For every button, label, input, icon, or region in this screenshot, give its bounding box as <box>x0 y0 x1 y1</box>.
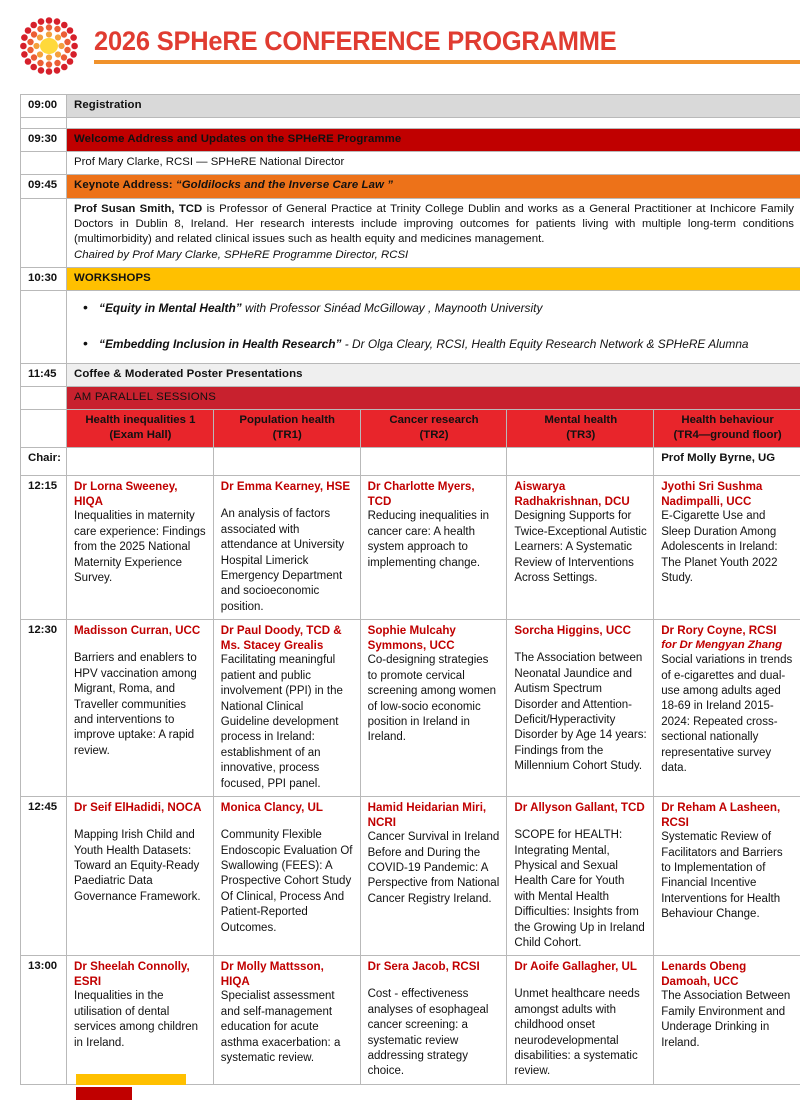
table-row <box>21 175 800 198</box>
table-row <box>21 198 800 268</box>
spacer-time <box>21 118 67 129</box>
session-1245-population-health <box>213 797 360 956</box>
spacer-body <box>67 118 800 129</box>
column-name: Cancer research <box>389 414 479 427</box>
page-header <box>0 0 800 90</box>
time-0900: 09:00 <box>21 95 67 118</box>
presenter-substitute: for Dr Mengyan Zhang <box>661 639 783 652</box>
chair-population-health <box>213 448 360 476</box>
time-0945: 09:45 <box>21 175 67 198</box>
table-row <box>21 363 800 386</box>
column-name: Health behaviour <box>681 414 774 427</box>
presenter-name: Dr Emma Kearney, HSE <box>220 480 351 494</box>
time-0930: 09:30 <box>21 129 67 152</box>
chair-health-inequalities-1 <box>67 448 214 476</box>
session-1230-population-health <box>213 620 360 797</box>
time-blank-keynote <box>21 198 67 268</box>
time-1145: 11:45 <box>21 363 67 386</box>
time-1245: 12:45 <box>21 797 67 956</box>
column-header-population-health <box>213 410 360 448</box>
presentation-title: SCOPE for HEALTH: Integrating Mental, Physical and Sexual Health Care for Youth with Mental Health Difficulties: Insights from the Growing Up in Ireland Child Cohort. <box>514 829 645 949</box>
time-1215: 12:15 <box>21 476 67 620</box>
session-1300-population-health <box>213 956 360 1085</box>
presentation-title: Cancer Survival in Ireland Before and During the COVID-19 Pandemic: A Perspective from National Cancer Registry Ireland. <box>367 831 500 905</box>
keynote-chair: Chaired by Prof Mary Clarke, SPHeRE Programme Director, RCSI <box>74 249 409 262</box>
presentation-title: Community Flexible Endoscopic Evaluation Of Swallowing (FEES): A Prospective Cohort Study Of Clinical, Process And Patient-Reported Outcomes. <box>220 829 353 934</box>
presentation-title: Unmet healthcare needs amongst adults with childhood onset neurodevelopmental disabilities: a systematic review. <box>514 988 640 1078</box>
session-1300-health-inequalities-1 <box>67 956 214 1085</box>
presentation-title: E-Cigarette Use and Sleep Duration Among Adolescents in Ireland: The Planet Youth 2022 Study. <box>661 510 778 585</box>
session-1300-cancer-research <box>360 956 507 1085</box>
footer-yellow-bar <box>76 1074 186 1085</box>
page-title: 2026 SPHeRE CONFERENCE PROGRAMME <box>94 25 617 56</box>
time-1230: 12:30 <box>21 620 67 797</box>
presenter-name: Dr Sera Jacob, RCSI <box>367 960 480 974</box>
session-1230-health-behaviour <box>654 620 800 797</box>
header-corner-blank <box>21 410 67 448</box>
column-name: Mental health <box>544 414 618 427</box>
presenter-name: Dr Rory Coyne, RCSI <box>661 624 777 638</box>
workshop-2-title: “Embedding Inclusion in Health Research” <box>99 337 342 352</box>
presentation-title: Systematic Review of Facilitators and Barriers to Implementation of Financial Incentive Interventions for Health Behaviour Change. <box>661 831 783 921</box>
presenter-name: Dr Lorna Sweeney, HIQA <box>74 480 178 509</box>
presenter-name: Dr Sheelah Connolly, ESRI <box>74 960 190 989</box>
column-name: Health inequalities 1 <box>85 414 196 427</box>
presentation-title: Facilitating meaningful patient and public involvement (PPI) in the National Clinical Guideline development process in Ireland: establishment of an innovative, process focused, PPI panel. <box>220 654 343 790</box>
presenter-name: Dr Reham A Lasheen, RCSI <box>661 801 781 830</box>
session-1215-population-health <box>213 476 360 620</box>
chair-cancer-research <box>360 448 507 476</box>
column-room: (TR2) <box>419 429 449 442</box>
time-1300: 13:00 <box>21 956 67 1085</box>
session-1215-health-inequalities-1 <box>67 476 214 620</box>
column-header-cancer-research <box>360 410 507 448</box>
presentation-title: An analysis of factors associated with attendance at University Hospital Limerick Emergency Department and socioeconomic position. <box>220 508 345 613</box>
session-1230-cancer-research <box>360 620 507 797</box>
presentation-title: The Association between Neonatal Jaundice and Autism Spectrum Disorder and Attention-Deficit/Hyperactivity Disorder by Age 14 years: Findings from the Millennium Cohort Study. <box>514 652 647 773</box>
session-1300-mental-health <box>507 956 654 1085</box>
workshop-list-cell <box>67 291 800 363</box>
chair-label: Chair: <box>21 448 67 476</box>
list-item <box>67 327 800 363</box>
table-row <box>21 620 800 797</box>
session-welcome-address: Welcome Address and Updates on the SPHeRE Programme <box>67 129 800 152</box>
presentation-title: Social variations in trends of e-cigarettes and dual-use among adults aged 18-69 in Ireland 2015-2024: Repeated cross-sectional nationally representative survey data. <box>661 654 793 774</box>
presentation-title: Mapping Irish Child and Youth Health Datasets: Toward an Equity-Ready Paediatric Data Governance Framework. <box>74 829 201 903</box>
column-header-health-behaviour <box>654 410 800 448</box>
table-row <box>21 386 800 409</box>
presenter-name: Hamid Heidarian Miri, NCRI <box>367 801 487 830</box>
session-1215-cancer-research <box>360 476 507 620</box>
time-1030: 10:30 <box>21 268 67 291</box>
session-registration: Registration <box>67 95 800 118</box>
spacer-row <box>21 118 800 129</box>
workshop-1-detail: with Professor Sinéad McGilloway , Maynooth University <box>241 301 543 316</box>
session-1245-health-inequalities-1 <box>67 797 214 956</box>
table-row <box>21 956 800 1085</box>
presenter-name: Dr Charlotte Myers, TCD <box>367 480 475 509</box>
presenter-name: Dr Aoife Gallagher, UL <box>514 960 638 974</box>
column-room: (Exam Hall) <box>109 429 172 442</box>
session-1245-mental-health <box>507 797 654 956</box>
column-room: (TR4—ground floor) <box>673 429 782 442</box>
presenter-name: Dr Paul Doody, TCD & Ms. Stacey Grealis <box>220 624 342 653</box>
programme-table <box>20 94 800 1085</box>
time-blank-am-banner <box>21 386 67 409</box>
workshop-1-title: “Equity in Mental Health” <box>99 301 242 316</box>
session-1230-health-inequalities-1 <box>67 620 214 797</box>
session-1300-health-behaviour <box>654 956 800 1085</box>
column-room: (TR3) <box>566 429 596 442</box>
presentation-title: Specialist assessment and self-management education for acute asthma exacerbation: a systematic review. <box>220 990 341 1065</box>
session-1215-mental-health <box>507 476 654 620</box>
session-workshops: WORKSHOPS <box>67 268 800 291</box>
chair-row <box>21 448 800 476</box>
keynote-speaker-name: Prof Susan Smith, TCD <box>74 202 203 215</box>
keynote-bio <box>67 198 800 268</box>
title-block <box>94 26 800 65</box>
presenter-name: Jyothi Sri Sushma Nadimpalli, UCC <box>661 480 763 509</box>
welcome-speaker: Prof Mary Clarke, RCSI — SPHeRE National Director <box>67 152 800 175</box>
title-underline-rule <box>94 60 800 64</box>
presentation-title: The Association Between Family Environment and Underage Drinking in Ireland. <box>661 990 791 1049</box>
table-row <box>21 268 800 291</box>
chair-mental-health <box>507 448 654 476</box>
footer-red-bar <box>76 1087 132 1100</box>
presenter-name: Dr Seif ElHadidi, NOCA <box>74 801 202 815</box>
session-keynote-address <box>67 175 800 198</box>
presenter-name: Madisson Curran, UCC <box>74 624 201 638</box>
presenter-name: Lenards Obeng Damoah, UCC <box>661 960 747 989</box>
list-item <box>67 291 800 327</box>
column-room: (TR1) <box>272 429 302 442</box>
chair-health-behaviour: Prof Molly Byrne, UG <box>654 448 800 476</box>
presentation-title: Cost - effectiveness analyses of esophageal cancer screening: a systematic review addressing strategy choice. <box>367 988 489 1078</box>
presenter-name: Dr Allyson Gallant, TCD <box>514 801 645 815</box>
column-header-health-inequalities-1 <box>67 410 214 448</box>
column-name: Population health <box>239 414 335 427</box>
keynote-title: “Goldilocks and the Inverse Care Law ” <box>175 179 394 192</box>
keynote-label: Keynote Address: <box>74 179 176 192</box>
footer-decoration <box>50 1074 210 1102</box>
presenter-name: Dr Molly Mattsson, HIQA <box>220 960 324 989</box>
presentation-title: Inequalities in maternity care experience: Findings from the 2025 National Maternity Experience Survey. <box>74 510 206 585</box>
keynote-bio-text: is Professor of General Practice at Trinity College Dublin and works as a General Practitioner at Inchicore Family Doctors in Dublin 8, Ireland. Her research interests include improving outcomes for patients living with multiple long-term conditions (multimorbidity) and related clinical issues such as health equity and medicines management. <box>74 202 794 245</box>
table-row <box>21 291 800 363</box>
table-row <box>21 797 800 956</box>
presentation-title: Designing Supports for Twice-Exceptional Autistic Learners: A Systematic Review of Interventions Across Settings. <box>514 510 647 585</box>
table-header-row <box>21 410 800 448</box>
table-row <box>21 476 800 620</box>
presentation-title: Co-designing strategies to promote cervical screening among women of low-socio economic position in Ireland in Ireland. <box>367 654 497 744</box>
am-parallel-sessions-banner: AM PARALLEL SESSIONS <box>67 386 800 409</box>
presentation-title: Inequalities in the utilisation of dental services among children in Ireland. <box>74 990 199 1049</box>
time-blank-workshops <box>21 291 67 363</box>
table-row <box>21 129 800 152</box>
presenter-name: Sorcha Higgins, UCC <box>514 624 631 638</box>
presenter-name: Aiswarya Radhakrishnan, DCU <box>514 480 630 509</box>
session-coffee-posters: Coffee & Moderated Poster Presentations <box>67 363 800 386</box>
time-blank-welcome <box>21 152 67 175</box>
session-1245-health-behaviour <box>654 797 800 956</box>
session-1215-health-behaviour <box>654 476 800 620</box>
session-1245-cancer-research <box>360 797 507 956</box>
column-header-mental-health <box>507 410 654 448</box>
workshop-2-detail: - Dr Olga Cleary, RCSI, Health Equity Research Network & SPHeRE Alumna <box>341 337 749 352</box>
presenter-name: Monica Clancy, UL <box>220 801 324 815</box>
presenter-name: Sophie Mulcahy Symmons, UCC <box>367 624 456 653</box>
sphere-sunburst-logo <box>18 15 80 77</box>
presentation-title: Reducing inequalities in cancer care: A health system approach to implementing change. <box>367 510 490 569</box>
session-1230-mental-health <box>507 620 654 797</box>
workshop-list <box>67 291 800 362</box>
presentation-title: Barriers and enablers to HPV vaccination among Migrant, Roma, and Traveller communities and interventions to improve uptake: A rapid review. <box>74 652 197 757</box>
table-row <box>21 95 800 118</box>
table-row <box>21 152 800 175</box>
